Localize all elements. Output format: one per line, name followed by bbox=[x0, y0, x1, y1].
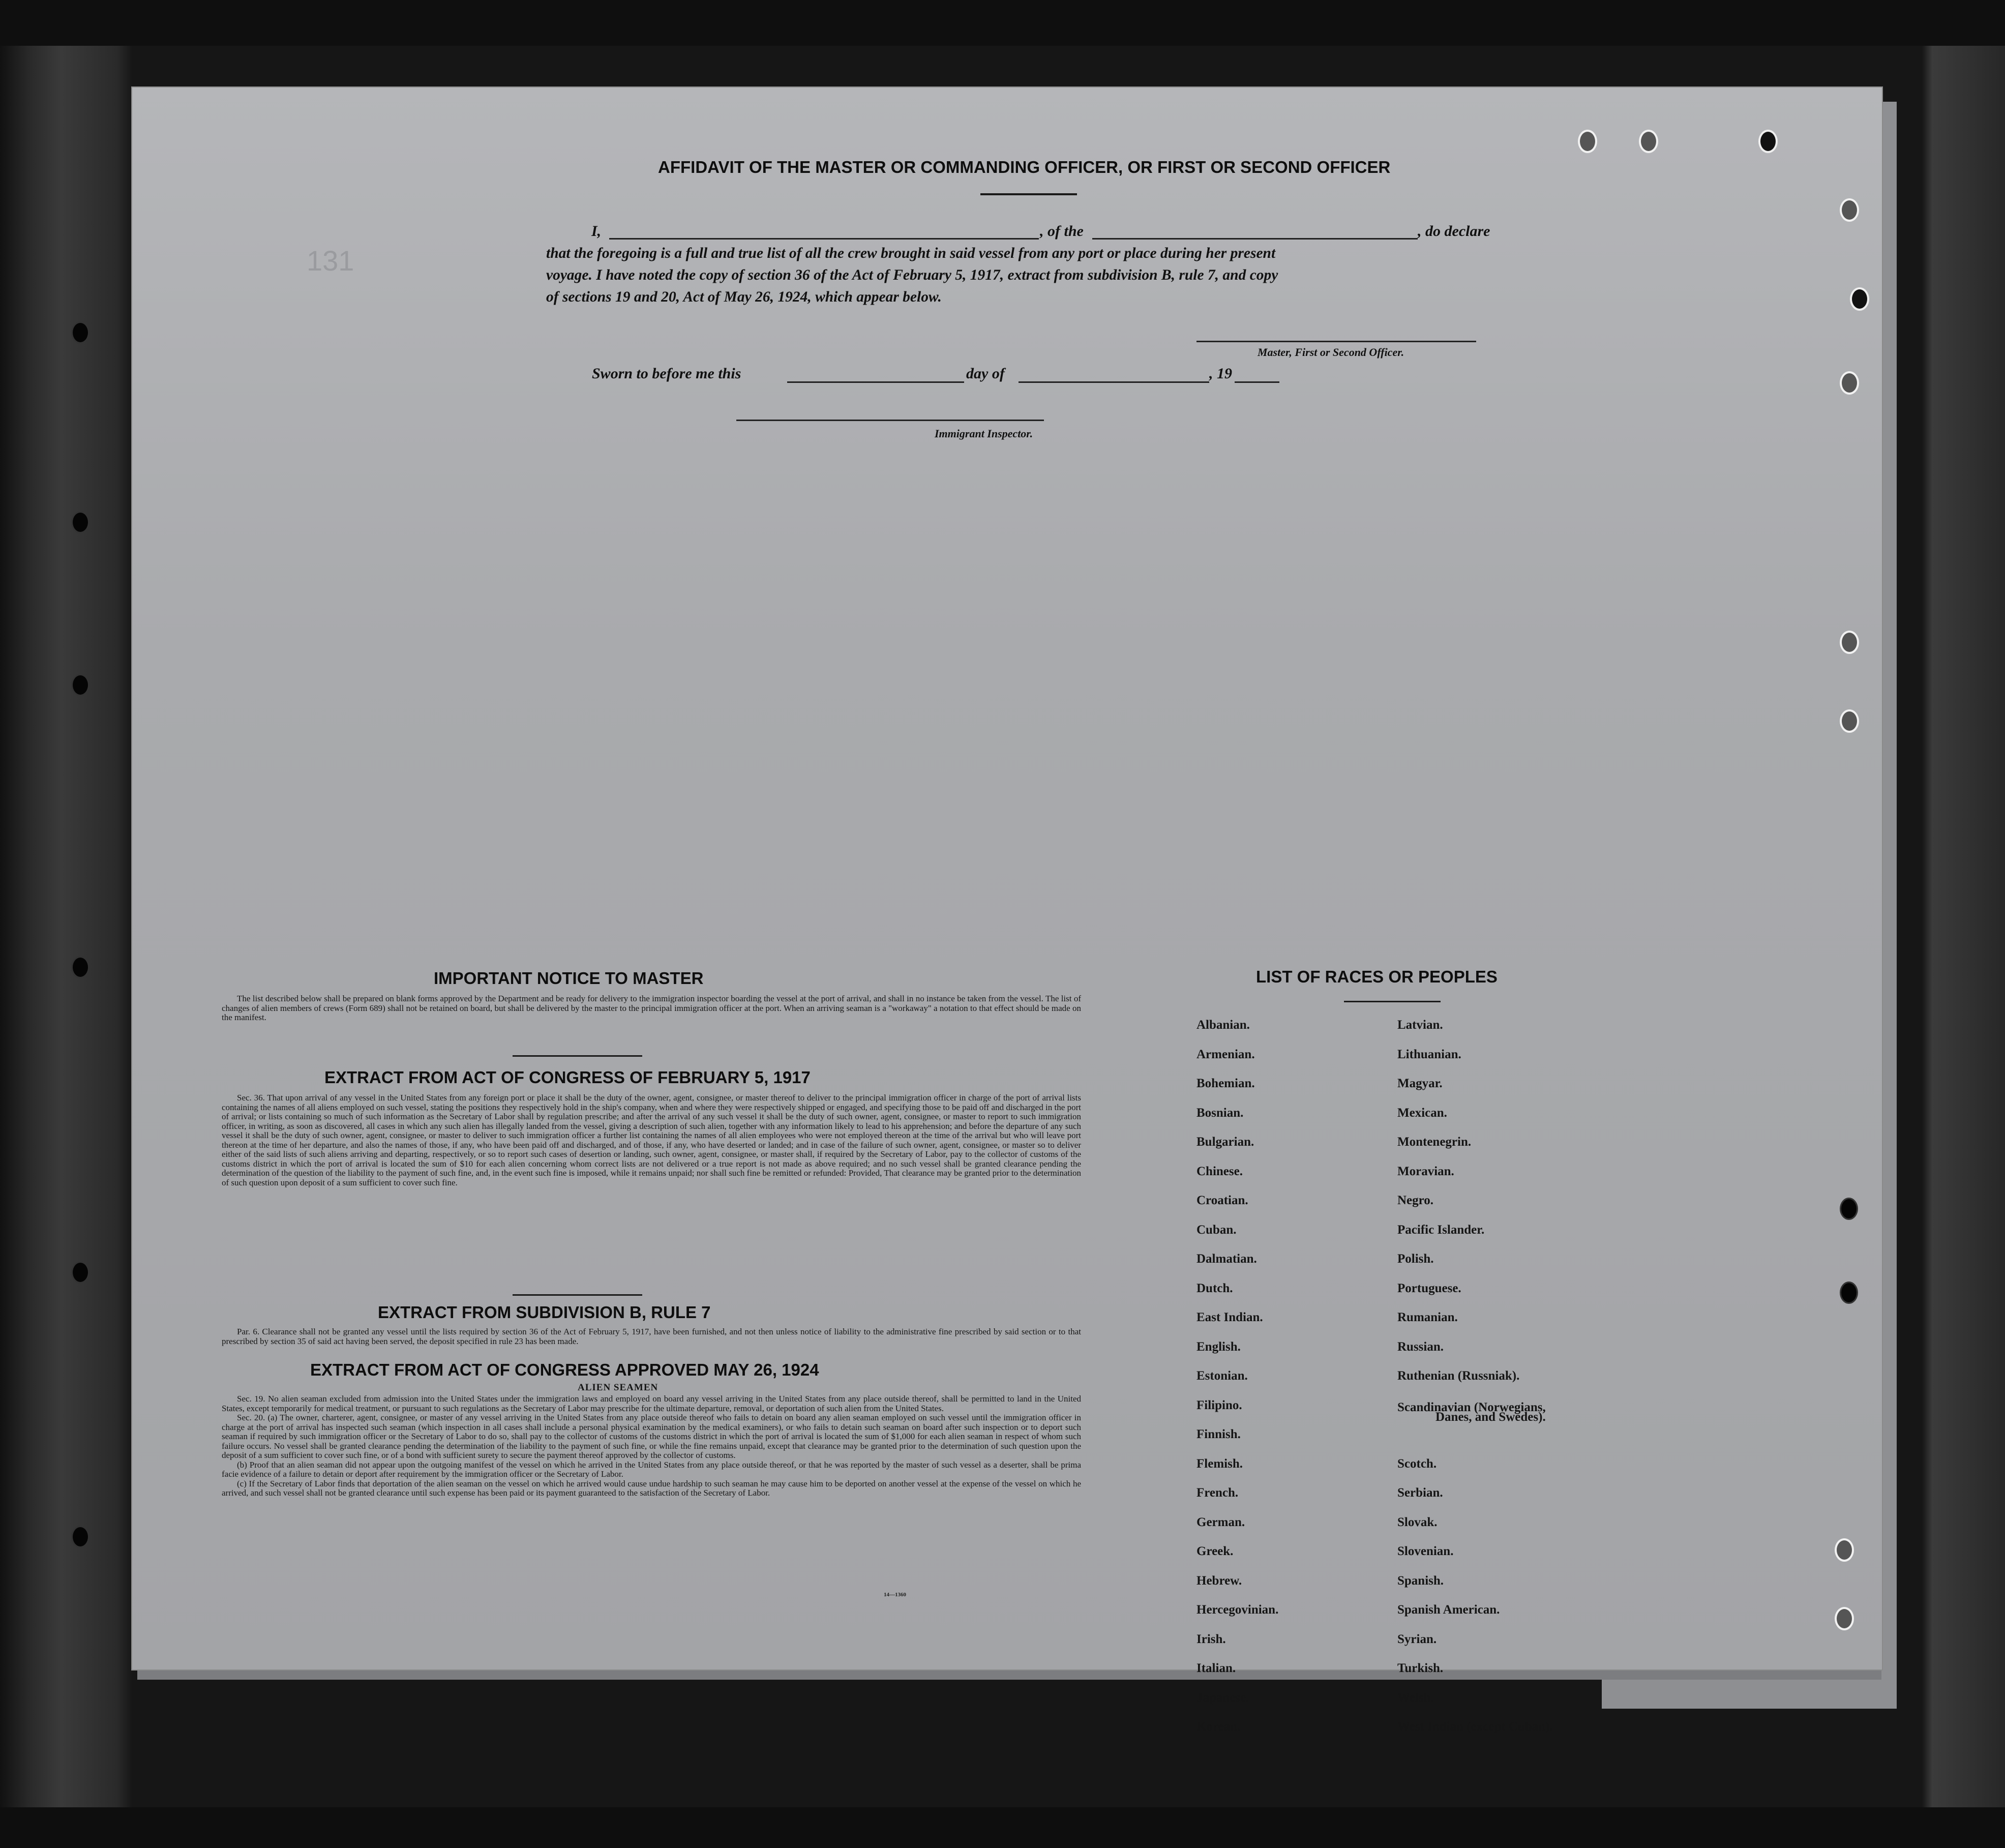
race-item: Chinese. bbox=[1196, 1164, 1243, 1178]
races-title-underline bbox=[1344, 1001, 1441, 1002]
race-item: Spanish American. bbox=[1397, 1603, 1500, 1617]
race-item: Ruthenian (Russniak). bbox=[1397, 1369, 1520, 1383]
affidavit-i: I, bbox=[591, 223, 602, 240]
sworn-day-of: day of bbox=[966, 365, 1005, 382]
race-item: Finnish. bbox=[1196, 1427, 1241, 1441]
bottom-dark-band bbox=[0, 1807, 2005, 1848]
race-item: Estonian. bbox=[1196, 1369, 1248, 1383]
race-item: Greek. bbox=[1196, 1544, 1234, 1558]
left-margin-hole-icon bbox=[71, 321, 89, 344]
inspector-caption: Immigrant Inspector. bbox=[935, 427, 1033, 440]
sec-20b-paragraph: (b) Proof that an alien seaman did not appear upon the outgoing manifest of the vessel on which he arrived in the United States from any place outside thereof, or that he was reported by the master of such vessel as a deserter, shall be prima facie evidence of a failure to detain or deport after requirement by the immigration officer or the Secretary of Labor. bbox=[222, 1459, 1081, 1479]
punch-hole-icon bbox=[1758, 130, 1778, 153]
race-item: Scotch. bbox=[1397, 1456, 1437, 1471]
race-item: Spanish. bbox=[1397, 1573, 1444, 1588]
divider bbox=[513, 1294, 642, 1296]
race-item: Slovenian. bbox=[1397, 1544, 1454, 1558]
master-signature-caption: Master, First or Second Officer. bbox=[1258, 346, 1404, 359]
left-margin-hole-icon bbox=[71, 511, 89, 533]
vessel-blank-line bbox=[1092, 238, 1418, 240]
affidavit-line-3: voyage. I have noted the copy of section 36 of the Act of February 5, 1917, extract from subdivision B, rule 7, and copy bbox=[546, 267, 1278, 283]
left-margin-hole-icon bbox=[71, 1261, 89, 1284]
race-item: German. bbox=[1196, 1515, 1245, 1529]
top-dark-band bbox=[0, 0, 2005, 46]
race-item: Dutch. bbox=[1196, 1281, 1233, 1295]
race-item: Bohemian. bbox=[1196, 1077, 1255, 1090]
race-item-continuation: Danes, and Swedes). bbox=[1435, 1410, 1546, 1424]
race-item: Dalmatian. bbox=[1196, 1252, 1257, 1266]
race-item: Polish. bbox=[1397, 1252, 1434, 1266]
sworn-day-line bbox=[787, 381, 964, 383]
notice-body bbox=[222, 994, 1081, 1023]
race-item: Rumanian. bbox=[1397, 1310, 1458, 1324]
form-number: 14—1360 bbox=[884, 1592, 906, 1598]
notice-paragraph: The list described below shall be prepared on blank forms approved by the Department and be ready for delivery to the immigration inspector boarding the vessel at the port of arrival, and shall in no instance be taken from the vessel. The list of changes of alien members of crews (Form 689) shall not be retained on board, but shall be delivered by the master to the principal immigration officer at the port. When an arriving seaman is a "workaway" a notation to that effect should be made on the manifest. bbox=[222, 994, 1081, 1022]
race-item: Syrian. bbox=[1397, 1632, 1437, 1646]
race-item: Mexican. bbox=[1397, 1106, 1447, 1120]
sworn-year-line bbox=[1235, 381, 1279, 383]
race-item: Welsh. bbox=[1397, 1690, 1434, 1705]
punch-hole-icon bbox=[1840, 198, 1859, 222]
alien-seamen-subtitle: ALIEN SEAMEN bbox=[578, 1382, 659, 1393]
sec-20a-paragraph: Sec. 20. (a) The owner, charterer, agent, consignee, or master of any vessel arriving in the United States from any place outside thereof who fails to detain on board any alien seaman employed on such vessel until the immigration officer in charge at the port of arrival has inspected such seaman (which inspection in all cases shall include a personal physical examination by the medical examiners), or who fails to detain such seaman on board after such inspection or to deport such seaman if required by such immigration officer or the Secretary of Labor to do so, shall pay to the collector of customs of the customs district in which the port of arrival is located the sum of $1,000 for each alien seaman in respect of whom such failure occurs. No vessel shall be granted clearance pending the determination of the liability to the payment of such fine, or while the fine remains unpaid, except that clearance may be granted prior to the determination of such question upon the deposit of a sum sufficient to cover such fine, or of a bond with sufficient surety to secure the payment thereof approved by the collector of customs. bbox=[222, 1413, 1081, 1460]
name-blank-line bbox=[609, 238, 1039, 240]
race-item: West Indian (except Cuban). bbox=[1397, 1720, 1553, 1734]
punch-hole-icon bbox=[1840, 709, 1859, 733]
sec-20c-paragraph: (c) If the Secretary of Labor finds that deportation of the alien seaman on the vessel on which he arrived would cause undue hardship to such seaman he may cause him to be deported on another vessel at the expense of the vessel on which he arrived, and such vessel shall not be granted clearance until such expense has been paid or its payment guaranteed to the satisfaction of the Secretary of Labor. bbox=[222, 1478, 1081, 1498]
race-item: Portuguese. bbox=[1397, 1281, 1461, 1295]
extract-rule7-body bbox=[222, 1327, 1081, 1346]
race-item: Hebrew. bbox=[1196, 1573, 1242, 1588]
punch-hole-icon bbox=[1639, 130, 1658, 153]
left-margin-hole-icon bbox=[71, 674, 89, 696]
punch-hole-icon bbox=[1840, 1281, 1858, 1304]
sworn-month-line bbox=[1019, 381, 1209, 383]
left-margin-hole-icon bbox=[71, 956, 89, 978]
race-item: Albanian. bbox=[1196, 1018, 1250, 1032]
ghost-page-number: 131 bbox=[307, 245, 354, 277]
punch-hole-icon bbox=[1840, 631, 1859, 654]
extract-1924-body bbox=[222, 1394, 1081, 1498]
race-item: Russian. bbox=[1397, 1339, 1444, 1354]
title-underline bbox=[980, 193, 1077, 195]
race-item: Lithuanian. bbox=[1397, 1047, 1461, 1061]
races-title: LIST OF RACES OR PEOPLES bbox=[1256, 967, 1498, 986]
race-item: English. bbox=[1196, 1339, 1241, 1354]
race-item: Bulgarian. bbox=[1196, 1135, 1254, 1149]
race-item: Pacific Islander. bbox=[1397, 1223, 1485, 1237]
left-margin-hole-icon bbox=[71, 1526, 89, 1548]
race-item: Korean. bbox=[1196, 1720, 1241, 1734]
race-item: Irish. bbox=[1196, 1632, 1226, 1646]
race-item: Latvian. bbox=[1397, 1018, 1443, 1032]
punch-hole-icon bbox=[1840, 1198, 1858, 1220]
extract-1917-body bbox=[222, 1093, 1081, 1187]
sworn-year: , 19 bbox=[1209, 365, 1232, 382]
race-item: French. bbox=[1196, 1486, 1239, 1500]
punch-hole-icon bbox=[1835, 1607, 1854, 1630]
divider bbox=[513, 1055, 642, 1057]
extract-rule7-title: EXTRACT FROM SUBDIVISION B, RULE 7 bbox=[378, 1303, 711, 1322]
race-item: Scandinavian (Norwegians, bbox=[1397, 1400, 1546, 1414]
document-page bbox=[131, 86, 1883, 1734]
underlying-sheet-edge bbox=[137, 1670, 1881, 1680]
affidavit-of-the: , of the bbox=[1040, 223, 1084, 240]
race-item: Negro. bbox=[1397, 1194, 1434, 1207]
punch-hole-icon bbox=[1840, 371, 1859, 395]
race-item: Italian. bbox=[1196, 1661, 1236, 1675]
race-item: Filipino. bbox=[1196, 1398, 1242, 1412]
race-item: Cuban. bbox=[1196, 1223, 1237, 1237]
sworn-prefix: Sworn to before me this bbox=[592, 365, 741, 382]
race-item: Bosnian. bbox=[1196, 1106, 1244, 1120]
race-item: Hercegovinian. bbox=[1196, 1603, 1279, 1617]
extract-1917-title: EXTRACT FROM ACT OF CONGRESS OF FEBRUARY 5, 1917 bbox=[324, 1068, 811, 1087]
extract-1924-title: EXTRACT FROM ACT OF CONGRESS APPROVED MAY 26, 1924 bbox=[310, 1360, 819, 1379]
sec-19-paragraph: Sec. 19. No alien seaman excluded from admission into the United States under the immigration laws and employed on board any vessel arriving in the United States from any place outside thereof, shall be permitted to land in the United States, except temporarily for medical treatment, or pursuant to such regulations as the Secretary of Labor may prescribe for the ultimate departure, removal, or deportation of such alien from the United States. bbox=[222, 1394, 1081, 1413]
inspector-signature-line bbox=[736, 420, 1044, 421]
affidavit-do-declare: , do declare bbox=[1418, 223, 1490, 240]
punch-hole-icon bbox=[1835, 1538, 1854, 1562]
punch-hole-icon bbox=[1850, 287, 1869, 311]
punch-hole-icon bbox=[1578, 130, 1597, 153]
affidavit-title: AFFIDAVIT OF THE MASTER OR COMMANDING OFFICER, OR FIRST OR SECOND OFFICER bbox=[658, 158, 1391, 176]
race-item: East Indian. bbox=[1196, 1310, 1263, 1324]
notice-title: IMPORTANT NOTICE TO MASTER bbox=[434, 969, 704, 988]
race-item: Montenegrin. bbox=[1397, 1135, 1472, 1149]
race-item: Japanese. bbox=[1196, 1690, 1249, 1705]
affidavit-line-2: that the foregoing is a full and true list of all the crew brought in said vessel from any port or place during her present bbox=[546, 245, 1276, 261]
race-item: Armenian. bbox=[1196, 1047, 1255, 1061]
affidavit-line-4: of sections 19 and 20, Act of May 26, 1924, which appear below. bbox=[546, 289, 942, 305]
race-item: Moravian. bbox=[1397, 1164, 1454, 1178]
par-6-paragraph: Par. 6. Clearance shall not be granted any vessel until the lists required by section 36 of the Act of February 5, 1917, have been furnished, and not then unless notice of liability to the administrative fine prescribed by said section or to that prescribed by section 35 of said act having been served, the deposit specified in rule 23 has been made. bbox=[222, 1327, 1081, 1346]
race-item: Flemish. bbox=[1196, 1456, 1243, 1471]
race-item: Magyar. bbox=[1397, 1077, 1443, 1090]
sec-36-paragraph: Sec. 36. That upon arrival of any vessel in the United States from any foreign port or place it shall be the duty of the owner, agent, consignee, or master thereof to deliver to the principal immigration officer in charge of the port of arrival lists containing the names of all aliens employed on such vessel, stating the positions they respectively hold in the ship's company, when and where they were respectively shipped or engaged, and specifying those to be paid off and discharged in the port of arrival; or lists containing so much of such information as the Secretary of Labor shall by regulation prescribe; and after the arrival of any such vessel it shall be the duty of such owner, agent, consignee, or master to report to such immigration officer, in writing, as soon as discovered, all cases in which any such alien has illegally landed from the vessel, giving a description of such alien, together with any information likely to lead to his apprehension; and before the departure of any such vessel it shall be the duty of such owner, agent, consignee, or master to deliver to such immigration officer a further list containing the names of all alien employees who were not employed thereon at the time of the arrival but who will leave port thereon at the time of her departure, and also the names of those, if any, who have been paid off and discharged, and of those, if any, who have deserted or landed; and in case of the failure of such owner, agent, consignee, or master so to deliver either of the said lists of such aliens arriving and departing, respectively, or so to report such cases of desertion or landing, such owner, agent, consignee, or master shall, if required by the Secretary of Labor, pay to the collector of customs of the customs district in which the port of arrival is located the sum of $10 for each alien concerning whom correct lists are not delivered or a true report is not made as above required; and no such vessel shall be granted clearance pending the determination of the question of the liability to the payment of such fine, and, in the event such fine is imposed, while it remains unpaid; nor shall such fine be remitted or refunded: Provided, That clearance may be granted prior to the determination of such question upon deposit of a sum sufficient to cover such fine. bbox=[222, 1093, 1081, 1187]
race-item: Turkish. bbox=[1397, 1661, 1444, 1675]
race-item: Serbian. bbox=[1397, 1486, 1443, 1500]
race-item: Slovak. bbox=[1397, 1515, 1438, 1529]
master-signature-line bbox=[1196, 341, 1476, 342]
race-item: Croatian. bbox=[1196, 1194, 1248, 1207]
